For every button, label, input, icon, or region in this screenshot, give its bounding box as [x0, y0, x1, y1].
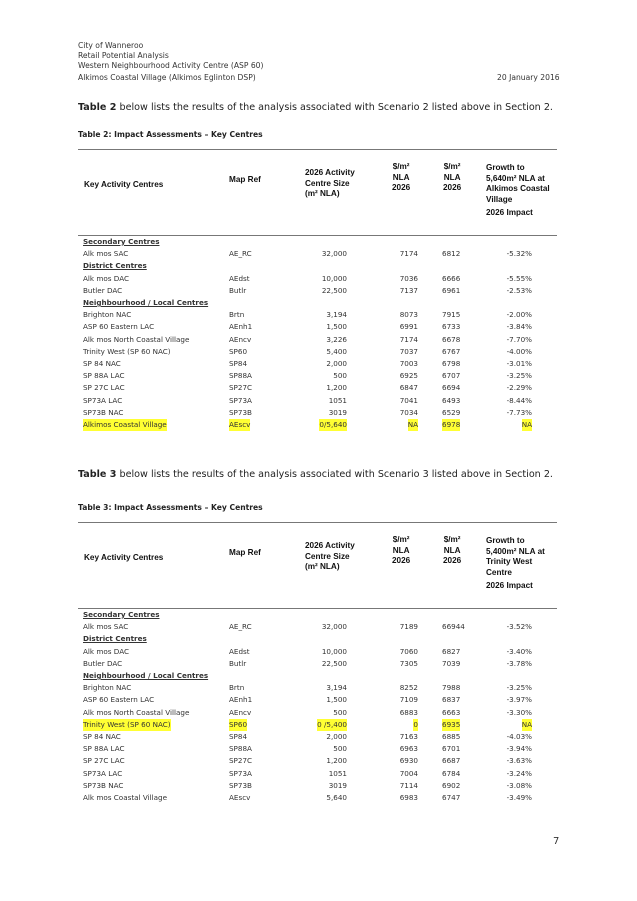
table3-map-ref: SP27C [229, 756, 253, 766]
table3-row [78, 694, 557, 706]
table2-nla-2026-a: 7034 [399, 407, 418, 417]
table3-section-label: District Centres [83, 634, 147, 644]
table3-centre-size: 1,500 [326, 695, 347, 705]
table3-nla-2026-a: 8252 [399, 683, 418, 693]
table3-nla-2026-a: 7305 [399, 658, 418, 668]
table3-centre-size: 10,000 [321, 646, 347, 656]
table3-col-nla2-line: 2026 [443, 556, 462, 565]
table3-centre-name: Trinity West (SP 60 NAC) [83, 719, 171, 729]
table3-nla-2026-b: 6935 [442, 719, 461, 729]
table2-col-nla1 [392, 162, 410, 194]
table3-col-growth [486, 536, 545, 578]
table2-nla-2026-a: 7003 [399, 359, 418, 368]
table3-intro-text: below lists the results of the analysis associated with Scenario 3 listed above in Section 2. [116, 469, 553, 480]
header-org: City of Wanneroo [78, 41, 144, 50]
header-report: Retail Potential Analysis [78, 51, 169, 60]
table2-row [78, 358, 557, 370]
table3-col-mapref [229, 548, 261, 559]
table3-row [78, 768, 557, 780]
table2-centre-name: Trinity West (SP 60 NAC) [83, 346, 171, 356]
table2-row [78, 260, 557, 272]
table3-col-growth-line: 5,400m² NLA at [486, 546, 545, 556]
table2-col-mapref-line: Map Ref [229, 175, 261, 184]
table2-col-nla1-line: 2026 [392, 183, 411, 192]
table2-row [78, 273, 557, 285]
table2-row [78, 297, 557, 309]
table3-map-ref: Brtn [229, 683, 245, 693]
table3-map-ref: SP60 [229, 719, 248, 729]
table2-nla-2026-b: 6798 [442, 359, 461, 368]
table2-nla-2026-b: 6978 [442, 420, 461, 429]
table3-col-size-line: Centre Size [305, 551, 350, 561]
table3-map-ref: AEncv [229, 707, 252, 717]
table3-nla-2026-b: 7988 [442, 683, 461, 693]
table2-centre-size: 3,194 [326, 310, 347, 320]
table2-map-ref: AEncv [229, 334, 252, 344]
table2-row [78, 248, 557, 260]
table3-caption: Table 3: Impact Assessments – Key Centres [78, 503, 263, 512]
table2-section-label: Neighbourhood / Local Centres [83, 298, 209, 307]
table2-nla-2026-b: 6666 [442, 273, 461, 283]
table2-col-mapref [229, 175, 261, 186]
table2-nla-2026-b: 6733 [442, 322, 461, 332]
table3-nla-2026-b: 6701 [442, 744, 461, 754]
table3-row [78, 780, 557, 792]
table2-centre-name: SP73A LAC [83, 395, 123, 405]
table2-col-nla2 [443, 162, 461, 194]
table2-nla-2026-b: 6961 [442, 285, 461, 295]
table3-nla-2026-b: 6885 [442, 732, 461, 741]
table3-col-nla2-line: NLA [443, 545, 461, 555]
table2-row [78, 236, 557, 248]
table3-col-size [305, 541, 355, 573]
table2-map-ref: SP60 [229, 346, 248, 356]
table2-centre-name: SP 88A LAC [83, 371, 125, 381]
table2-nla-2026-a: NA [407, 420, 418, 429]
table2-map-ref: SP88A [229, 371, 252, 381]
table3-col-centres-line: Key Activity Centres [84, 553, 164, 562]
table3-row [78, 670, 557, 682]
table3-centre-name: ASP 60 Eastern LAC [83, 695, 155, 705]
table2-map-ref: SP27C [229, 383, 253, 393]
table3-row [78, 743, 557, 755]
table2-map-ref: Butlr [229, 285, 247, 295]
table3-col-nla2-line: $/m² [443, 535, 461, 544]
table3-map-ref: Butlr [229, 658, 247, 668]
table3-col-nla2 [443, 535, 461, 567]
table3-nla-2026-a: 6930 [399, 756, 418, 766]
header-date: 20 January 2016 [497, 73, 560, 82]
table2-centre-name: Alk mos SAC [83, 249, 129, 259]
table3-nla-2026-b: 6902 [442, 780, 461, 790]
table3-nla-2026-a: 7189 [399, 622, 418, 632]
table2-centre-size: 2,000 [326, 359, 347, 368]
table2-col-nla2-line: $/m² [443, 162, 461, 171]
table3-nla-2026-a: 6983 [399, 793, 418, 802]
table2-nla-2026-b: 6767 [442, 346, 461, 356]
table2-map-ref: Brtn [229, 310, 245, 320]
table3-nla-2026-a: 7004 [399, 768, 418, 778]
table3-row [78, 682, 557, 694]
table3-map-ref: SP73A [229, 768, 252, 778]
table3-col-mapref-line: Map Ref [229, 548, 261, 557]
table2-col-growth-line: Village [486, 194, 513, 204]
table3-nla-2026-a: 6883 [399, 707, 418, 717]
table3-centre-size: 0 /5,400 [317, 719, 347, 729]
table2-map-ref: AEscv [229, 420, 251, 429]
table3-row [78, 633, 557, 645]
table3-col-growth-line: Trinity West [486, 557, 533, 566]
table2-row [78, 382, 557, 394]
table3-centre-name: SP73B NAC [83, 780, 124, 790]
table2-centre-name: SP 27C LAC [83, 383, 125, 393]
table2-col-size-line: Centre Size [305, 178, 350, 188]
table2-nla-2026-a: 7174 [399, 249, 418, 259]
table2-centre-size: 22,500 [321, 285, 347, 295]
table3-map-ref: AE_RC [229, 622, 252, 632]
table2-col-impact: 2026 Impact [486, 208, 533, 217]
table2-centre-size: 0/5,640 [319, 420, 347, 429]
table3-nla-2026-a: 0 [413, 719, 418, 729]
table2-nla-2026-a: 7174 [399, 334, 418, 344]
table3-impact-value: -3.40% [506, 646, 532, 656]
table2-col-nla1-line: NLA [392, 172, 410, 182]
table3-centre-name: SP 88A LAC [83, 744, 125, 754]
table2-centre-name: Butler DAC [83, 285, 123, 295]
table2-centre-size: 500 [333, 371, 347, 381]
table2-nla-2026-b: 6529 [442, 407, 461, 417]
table3-nla-2026-a: 7060 [399, 646, 418, 656]
table2-map-ref: SP73B [229, 407, 252, 417]
table2-nla-2026-a: 7041 [399, 395, 418, 405]
table3-intro [78, 469, 553, 480]
table3-nla-2026-b: 6687 [442, 756, 461, 766]
table2-nla-2026-a: 7037 [399, 346, 418, 356]
table3-impact-value: -4.03% [506, 732, 532, 741]
table3-map-ref: SP88A [229, 744, 252, 754]
table2-intro-ref: Table 2 [78, 102, 117, 113]
table3-col-impact: 2026 Impact [486, 581, 533, 590]
table3-centre-size: 1,200 [326, 756, 347, 766]
table2-impact-value: -2.29% [506, 383, 532, 393]
table2-centre-size: 10,000 [321, 273, 347, 283]
table2-nla-2026-b: 6812 [442, 249, 461, 259]
table2-intro [78, 102, 553, 113]
table3-centre-size: 32,000 [321, 622, 347, 632]
table2-centre-size: 1,500 [326, 322, 347, 332]
table3-map-ref: SP84 [229, 732, 248, 741]
table3-row [78, 792, 557, 804]
table2-section-label: Secondary Centres [83, 237, 160, 246]
table3-row-highlighted [78, 719, 557, 731]
table3-centre-name: Brighton NAC [83, 683, 132, 693]
table2-col-growth-line: 5,640m² NLA at [486, 173, 545, 183]
table3-centre-size: 500 [333, 744, 347, 754]
table3-section-label: Secondary Centres [83, 610, 160, 619]
table2-col-nla2-line: NLA [443, 172, 461, 182]
table2-nla-2026-b: 6707 [442, 371, 461, 381]
table2-centre-size: 32,000 [321, 249, 347, 259]
table2-row [78, 285, 557, 297]
table2-col-growth-line: Growth to [486, 163, 525, 172]
table3-nla-2026-a: 7163 [399, 732, 418, 741]
table3-row [78, 755, 557, 767]
table3-nla-2026-a: 6963 [399, 744, 418, 754]
table3-impact-value: -3.97% [506, 695, 532, 705]
table2-col-size-line: 2026 Activity [305, 168, 355, 177]
table3-nla-2026-b: 6827 [442, 646, 461, 656]
table2-col-growth [486, 163, 550, 205]
table2-centre-size: 1051 [328, 395, 347, 405]
table2-impact-value: -8.44% [506, 395, 532, 405]
table2-impact-value: -2.53% [506, 285, 532, 295]
table3-nla-2026-b: 6837 [442, 695, 461, 705]
table3-impact-value: -3.08% [506, 780, 532, 790]
table2-top-rule [78, 149, 557, 150]
table3-centre-name: SP 27C LAC [83, 756, 125, 766]
table3-col-growth-line: Centre [486, 567, 512, 577]
table2-col-growth-line: Alkimos Coastal [486, 184, 550, 193]
table3-map-ref: AEscv [229, 793, 251, 802]
table3-row [78, 658, 557, 670]
table3-centre-size: 2,000 [326, 732, 347, 741]
table2-centre-name: SP73B NAC [83, 407, 124, 417]
table3-col-nla1 [392, 535, 410, 567]
table2-centre-name: Alkimos Coastal Village [83, 420, 167, 429]
table3-centre-name: Alk mos SAC [83, 622, 129, 632]
table2-map-ref: AE_RC [229, 249, 252, 259]
table3-centre-size: 5,640 [326, 793, 347, 802]
table2-impact-value: -4.00% [506, 346, 532, 356]
table2-nla-2026-a: 6991 [399, 322, 418, 332]
table3-centre-size: 1051 [328, 768, 347, 778]
table2-nla-2026-a: 7036 [399, 273, 418, 283]
table2-centre-name: Alk mos DAC [83, 273, 130, 283]
table3-impact-value: -3.63% [506, 756, 532, 766]
table2-col-size [305, 168, 355, 200]
table2-centre-name: Brighton NAC [83, 310, 132, 320]
table2-row-highlighted [78, 419, 557, 431]
table3-nla-2026-a: 7109 [399, 695, 418, 705]
table3-impact-value: -3.24% [506, 768, 532, 778]
table2-impact-value: -3.84% [506, 322, 532, 332]
table3-impact-value: NA [521, 719, 532, 729]
table2-nla-2026-a: 7137 [399, 285, 418, 295]
table3-centre-name: Butler DAC [83, 658, 123, 668]
table3-top-rule [78, 522, 557, 523]
table3-col-size-line: (m² NLA) [305, 562, 340, 571]
table2-impact-value: -5.55% [506, 273, 532, 283]
table2-centre-size: 1,200 [326, 383, 347, 393]
table2-nla-2026-a: 6847 [399, 383, 418, 393]
table2-nla-2026-b: 7915 [442, 310, 461, 320]
table2-centre-name: ASP 60 Eastern LAC [83, 322, 155, 332]
table3-centre-name: SP73A LAC [83, 768, 123, 778]
table2-col-centres-line: Key Activity Centres [84, 180, 164, 189]
table3-impact-value: -3.52% [506, 622, 532, 632]
table3-col-size-line: 2026 Activity [305, 541, 355, 550]
table2-nla-2026-a: 6925 [399, 371, 418, 381]
header-subject: Alkimos Coastal Village (Alkimos Eglinton DSP) [78, 73, 256, 82]
table2-caption: Table 2: Impact Assessments – Key Centres [78, 130, 263, 139]
table3-nla-2026-b: 6747 [442, 793, 461, 802]
table2-nla-2026-a: 8073 [399, 310, 418, 320]
table2-row [78, 346, 557, 358]
table3-centre-size: 3019 [328, 780, 347, 790]
table2-section-label: District Centres [83, 261, 147, 271]
table3-row [78, 731, 557, 743]
table3-col-growth-line: Growth to [486, 536, 525, 545]
table3-impact-value: -3.78% [506, 658, 532, 668]
table3-row [78, 646, 557, 658]
table2-row [78, 407, 557, 419]
table2-impact-value: -5.32% [506, 249, 532, 259]
table2-impact-value: NA [521, 420, 532, 429]
table2-nla-2026-b: 6694 [442, 383, 461, 393]
table2-centre-name: Alk mos North Coastal Village [83, 334, 190, 344]
table2-map-ref: AEnh1 [229, 322, 253, 332]
table3-nla-2026-b: 6663 [442, 707, 461, 717]
table3-col-nla1-line: $/m² [392, 535, 410, 544]
table2-row [78, 334, 557, 346]
table2-centre-size: 5,400 [326, 346, 347, 356]
table3-centre-name: Alk mos Coastal Village [83, 793, 167, 802]
table3-impact-value: -3.94% [506, 744, 532, 754]
table2-map-ref: SP84 [229, 359, 248, 368]
table2-centre-size: 3019 [328, 407, 347, 417]
table2-col-size-line: (m² NLA) [305, 189, 340, 198]
table2-impact-value: -3.25% [506, 371, 532, 381]
table2-row [78, 321, 557, 333]
table3-section-label: Neighbourhood / Local Centres [83, 671, 209, 680]
table3-impact-value: -3.30% [506, 707, 532, 717]
table3-intro-ref: Table 3 [78, 469, 117, 480]
table3-nla-2026-b: 7039 [442, 658, 461, 668]
table2-map-ref: AEdst [229, 273, 250, 283]
table2-nla-2026-b: 6678 [442, 334, 461, 344]
table3-nla-2026-a: 7114 [399, 780, 418, 790]
table3-centre-size: 22,500 [321, 658, 347, 668]
table2-nla-2026-b: 6493 [442, 395, 461, 405]
table3-col-nla1-line: NLA [392, 545, 410, 555]
table2-row [78, 395, 557, 407]
table3-nla-2026-b: 6784 [442, 768, 461, 778]
table3-impact-value: -3.49% [506, 793, 532, 802]
table3-centre-size: 500 [333, 707, 347, 717]
table3-map-ref: SP73B [229, 780, 252, 790]
table3-impact-value: -3.25% [506, 683, 532, 693]
table2-impact-value: -7.70% [506, 334, 532, 344]
table3-centre-name: Alk mos DAC [83, 646, 130, 656]
table3-centre-name: Alk mos North Coastal Village [83, 707, 190, 717]
table3-map-ref: AEnh1 [229, 695, 253, 705]
table3-centre-size: 3,194 [326, 683, 347, 693]
table3-row [78, 609, 557, 621]
table2-centre-size: 3,226 [326, 334, 347, 344]
page-number: 7 [553, 836, 560, 847]
table2-col-nla1-line: $/m² [392, 162, 410, 171]
table3-row [78, 621, 557, 633]
table2-map-ref: SP73A [229, 395, 252, 405]
table2-impact-value: -2.00% [506, 310, 532, 320]
table3-centre-name: SP 84 NAC [83, 732, 121, 741]
table2-col-centres [84, 180, 163, 191]
table2-row [78, 370, 557, 382]
table2-col-nla2-line: 2026 [443, 183, 462, 192]
table2-impact-value: -3.01% [506, 359, 532, 368]
table3-col-centres [84, 553, 163, 564]
table2-intro-text: below lists the results of the analysis associated with Scenario 2 listed above in Section 2. [116, 102, 553, 113]
table3-col-nla1-line: 2026 [392, 556, 411, 565]
table2-impact-value: -7.73% [506, 407, 532, 417]
header-project: Western Neighbourhood Activity Centre (ASP 60) [78, 61, 264, 70]
table2-centre-name: SP 84 NAC [83, 359, 121, 368]
table3-row [78, 707, 557, 719]
table3-map-ref: AEdst [229, 646, 250, 656]
table2-row [78, 309, 557, 321]
table3-nla-2026-b: 66944 [442, 622, 465, 632]
